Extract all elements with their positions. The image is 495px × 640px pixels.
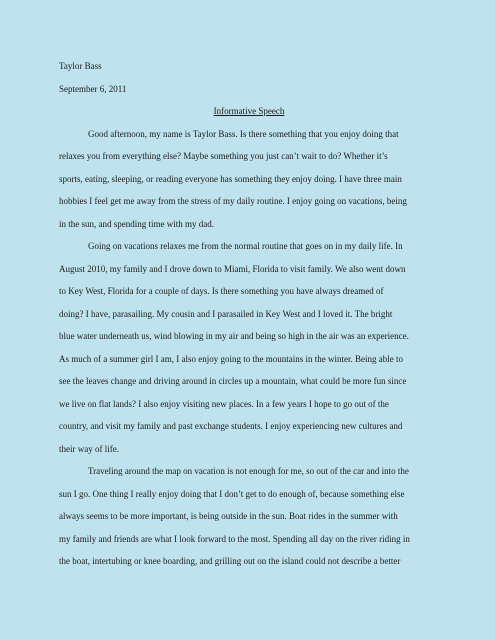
document-title: Informative Speech	[213, 106, 285, 116]
paragraph-line: sun I go. One thing I really enjoy doing that I don’t get to do enough of, because something else	[59, 488, 405, 499]
paragraph-line: hobbies I feel get me away from the stress of my daily routine. I enjoy going on vacations, being	[59, 196, 407, 206]
paragraph-vacations	[59, 235, 439, 460]
author-name: Taylor Bass	[59, 61, 102, 71]
paragraph-line: sports, eating, sleeping, or reading everyone has something they enjoy doing. I have three main	[59, 173, 402, 184]
paragraph-line: their way of life.	[59, 443, 119, 454]
document-page	[59, 55, 439, 573]
paragraph-line: always seems to be more important, is being outside in the sun. Boat rides in the summer with	[59, 511, 398, 521]
paragraph-sun	[59, 460, 439, 573]
paragraph-line: Traveling around the map on vacation is not enough for me, so out of the car and into the	[88, 466, 409, 476]
paragraph-line: August 2010, my family and I drove down to Miami, Florida to visit family. We also went down	[59, 263, 406, 274]
paragraph-line: blue water underneath us, wind blowing in my air and being so high in the air was an experience.	[59, 331, 409, 341]
paragraph-line: my family and friends are what I look forward to the most. Spending all day on the river riding in	[59, 533, 410, 544]
document-date: September 6, 2011	[59, 83, 127, 94]
paragraph-line: doing? I have, parasailing. My cousin and I parasailed in Key West and I loved it. The bright	[59, 308, 393, 319]
paragraph-line: relaxes you from everything else? Maybe something you just can’t wait to do? Whether it’s	[59, 151, 388, 161]
paragraph-line: country, and visit my family and past exchange students. I enjoy experiencing new cultures and	[59, 421, 403, 431]
paragraph-line: we live on flat lands? I also enjoy visiting new places. In a few years I hope to go out of the	[59, 398, 389, 409]
paragraph-line: in the sun, and spending time with my dad.	[59, 218, 214, 229]
paragraph-line: Good afternoon, my name is Taylor Bass. Is there something that you enjoy doing that	[88, 128, 399, 139]
paragraph-line: the boat, intertubing or knee boarding, and grilling out on the island could not describe a better	[59, 556, 401, 566]
paragraph-line: to Key West, Florida for a couple of days. Is there something you have always dreamed of	[59, 286, 384, 296]
paragraph-line: see the leaves change and driving around in circles up a mountain, what could be more fun since	[59, 376, 407, 386]
paragraph-intro	[59, 123, 439, 236]
paragraph-line: Going on vacations relaxes me from the normal routine that goes on in my daily life. In	[88, 241, 403, 251]
paragraph-line: As much of a summer girl I am, I also enjoy going to the mountains in the winter. Being able to	[59, 353, 403, 364]
